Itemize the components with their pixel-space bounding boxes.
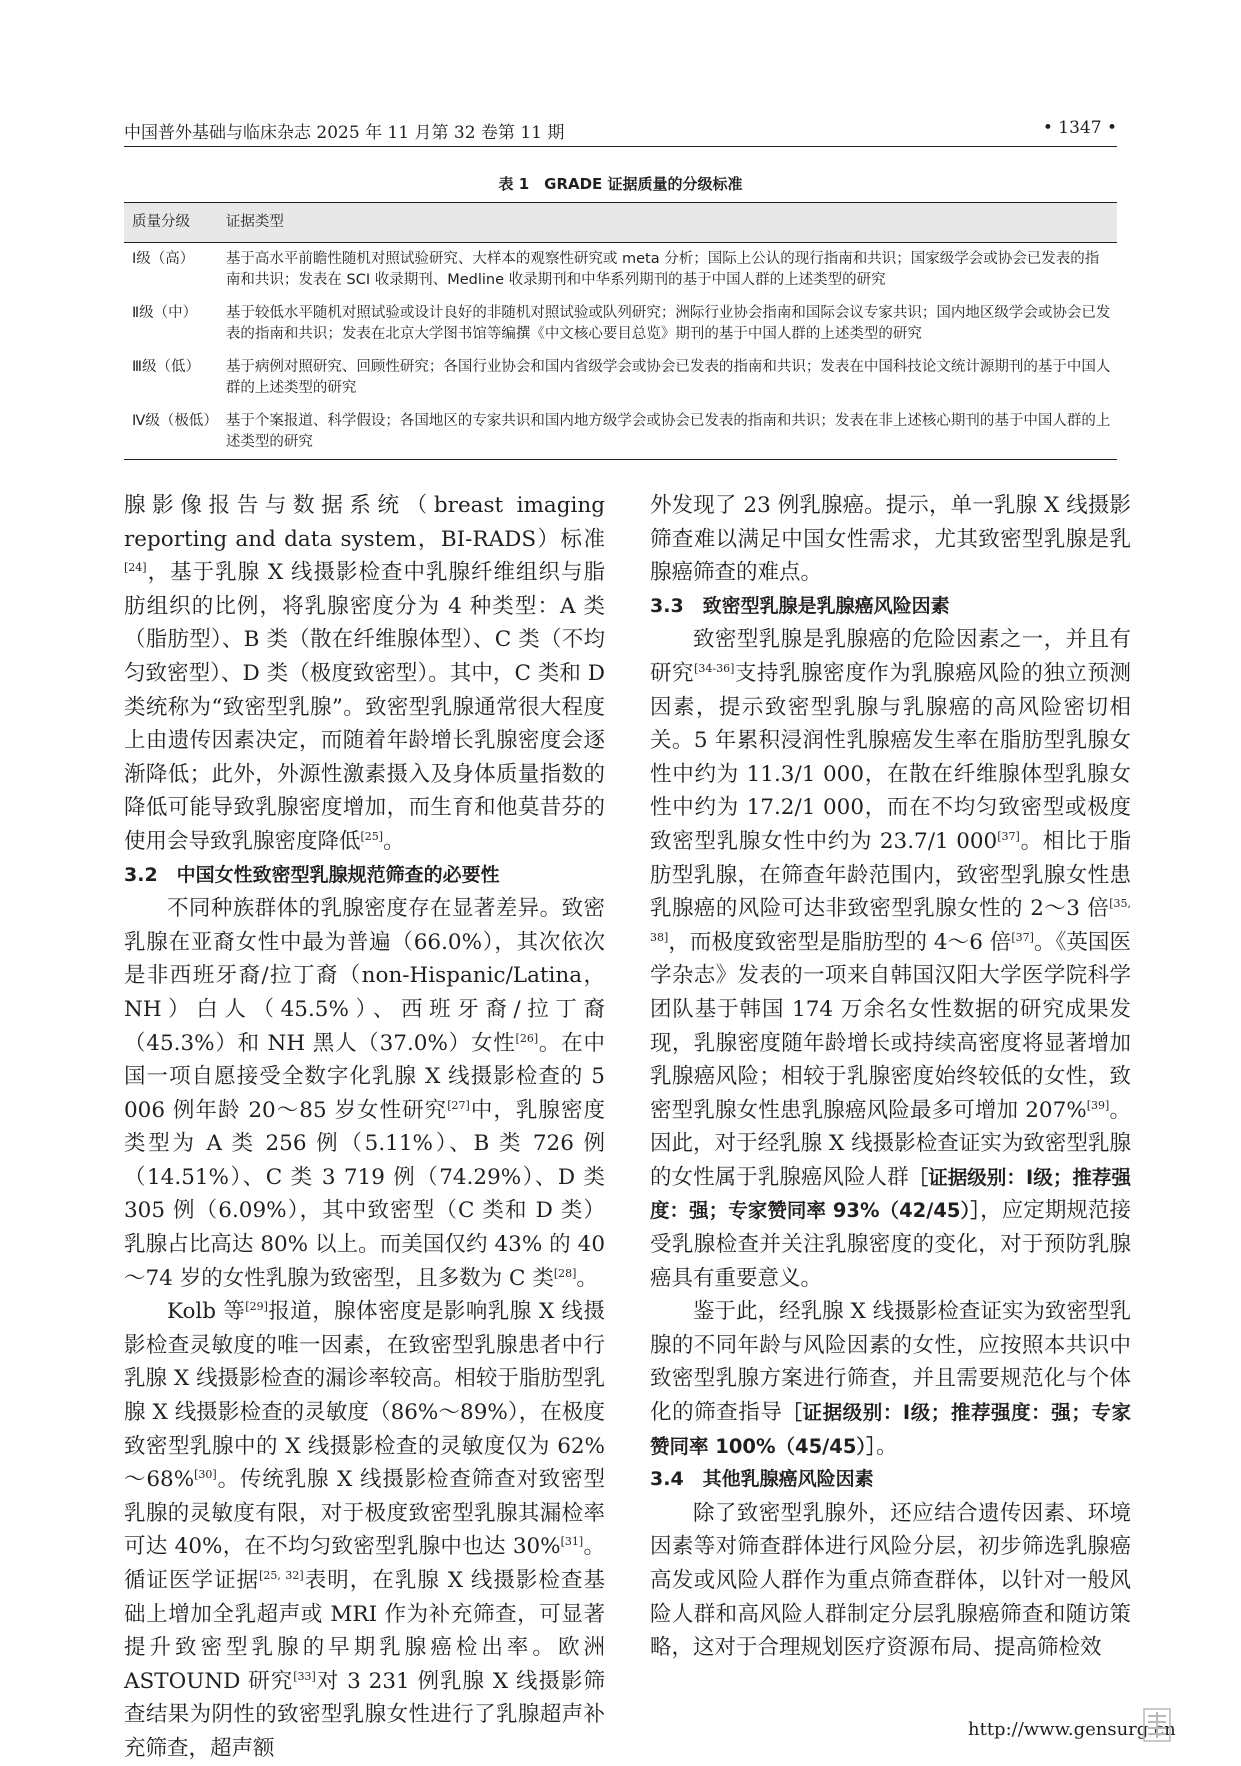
- citation[interactable]: [37]: [1011, 930, 1034, 944]
- table-row: [124, 351, 1117, 405]
- text-run: 。因此，对于经乳腺 X 线摄影检查证实为致密型乳腺的女性属于乳腺癌风险人群: [650, 1097, 1131, 1190]
- citation[interactable]: [33]: [293, 1669, 316, 1683]
- evidence-rating: ［证据级别：Ⅰ级；推荐强度：强；专家赞同率 93%（42/45）］: [650, 1165, 1131, 1223]
- text-run: ，基于乳腺 X 线摄影检查中乳腺纤维组织与脂肪组织的比例，将乳腺密度分为 4 种类型：A 类（脂肪型）、B 类（散在纤维腺体型）、C 类（不均匀致密型）、D 类（极度致密型）。其中，C 类和 D 类统称为“致密型乳腺”。致密型乳腺通常很大程度上由遗传因素决定，而随着年龄增长乳腺密度会逐渐降低；此外，外源性激素摄入及身体质量指数的降低可能导致乳腺密度增加，而生育和他莫昔芬的使用会导致乳腺密度降低: [124, 560, 605, 854]
- paragraph: [124, 1295, 605, 1765]
- citation[interactable]: [27]: [447, 1098, 470, 1112]
- text-run: 对 3 231 例乳腺 X 线摄影筛查结果为阴性的致密型乳腺女性进行了乳腺超声补充筛查，超声额: [124, 1668, 605, 1761]
- citation[interactable]: [39]: [1086, 1098, 1110, 1112]
- row-type: 基于高水平前瞻性随机对照试验研究、大样本的观察性研究或 meta 分析；国际上公认的现行指南和共识；国家级学会或协会已发表的指南和共识；发表在 SCI 收录期刊、Medline 收录期刊和中华系列期刊的基于中国人群的上述类型的研究: [225, 251, 1100, 288]
- row-level: Ⅲ级（低）: [132, 359, 200, 375]
- paragraph: 外发现了 23 例乳腺癌。提示，单一乳腺 X 线摄影筛查难以满足中国女性需求，尤其致密型乳腺是乳腺癌筛查的难点。: [650, 493, 1131, 586]
- text-run: 鉴于此，经乳腺 X 线摄影检查证实为致密型乳腺的不同年龄与风险因素的女性，应按照本共识中致密型乳腺方案进行筛查，并且需要规范化与个体化的筛查指导: [650, 1299, 1131, 1426]
- citation[interactable]: [25, 32]: [259, 1568, 304, 1582]
- citation[interactable]: [29]: [245, 1300, 268, 1314]
- paragraph: [650, 623, 1131, 1295]
- paragraph: [124, 489, 605, 859]
- text-run: 。: [875, 1433, 898, 1459]
- table-header-row: [124, 203, 1117, 243]
- table-row: [124, 405, 1117, 460]
- col-header-type: 证据类型: [218, 203, 1117, 243]
- journal-logo-icon: [1143, 1708, 1171, 1742]
- journal-title: 中国普外基础与临床杂志 2025 年 11 月第 32 卷第 11 期: [124, 123, 565, 143]
- footer-url[interactable]: http://www.gensurg.cn: [968, 1719, 1176, 1740]
- paragraph: 除了致密型乳腺外，还应结合遗传因素、环境因素等对筛查群体进行风险分层，初步筛选乳腺癌高发或风险人群作为重点筛查群体，以针对一般风险人群和高风险人群制定分层乳腺癌筛查和随访策略，这对于合理规划医疗资源布局、提高筛检效: [650, 1500, 1131, 1661]
- section-heading-3-3: 3.3 致密型乳腺是乳腺癌风险因素: [650, 594, 950, 617]
- citation[interactable]: [24]: [124, 561, 147, 575]
- text-run: 致密型乳腺是乳腺癌的危险因素之一，并且有研究: [650, 627, 1131, 686]
- text-run: 腺影像报告与数据系统（breast imaging reporting and data system，BI-RADS）标准: [124, 493, 605, 552]
- header-rule: [124, 146, 1117, 147]
- text-run: 。《英国医学杂志》发表的一项来自韩国汉阳大学医学院科学团队基于韩国 174 万余名女性数据的研究成果发现，乳腺密度随年龄增长或持续高密度将显著增加乳腺癌风险；相较于乳腺密度始终较低的女性，致密型乳腺女性患乳腺癌风险最多可增加 207%: [650, 929, 1131, 1123]
- paragraph: [650, 1295, 1131, 1463]
- running-header: [124, 118, 1117, 144]
- text-run: 。循证医学证据: [124, 1534, 605, 1593]
- citation[interactable]: [25]: [360, 829, 384, 843]
- text-run: 。相比于脂肪型乳腺，在筛查年龄范围内，致密型乳腺女性患乳腺癌的风险可达非致密型乳腺女性的 2～3 倍: [650, 828, 1131, 922]
- grade-table: [124, 202, 1117, 460]
- table-row: [124, 297, 1117, 351]
- text-run: 表明，在乳腺 X 线摄影检查基础上增加全乳超声或 MRI 作为补充筛查，可显著提升致密型乳腺的早期乳腺癌检出率。欧洲 ASTOUND 研究: [124, 1568, 605, 1694]
- row-level: Ⅳ级（极低）: [124, 405, 218, 460]
- text-run: 中，乳腺密度类型为 A 类 256 例（5.11%）、B 类 726 例（14.51%）、C 类 3 719 例（74.29%）、D 类 305 例（6.09%），其中致密型（C 类和 D 类）乳腺占比高达 80% 以上。而美国仅约 43% 的 40～74 岁的女性乳腺为致密型，且多数为 C 类: [124, 1097, 605, 1291]
- row-level: Ⅰ级（高）: [132, 251, 195, 267]
- section-heading-3-2: 3.2 中国女性致密型乳腺规范筛查的必要性: [124, 863, 500, 886]
- row-level: Ⅱ级（中）: [132, 305, 198, 321]
- left-column: [124, 489, 605, 1766]
- citation[interactable]: [30]: [194, 1468, 217, 1482]
- citation[interactable]: [31]: [560, 1535, 584, 1549]
- col-header-level: 质量分级: [124, 203, 218, 243]
- text-run: 支持乳腺密度作为乳腺癌风险的独立预测因素，提示致密型乳腺与乳腺癌的高风险密切相关。5 年累积浸润性乳腺癌发生率在脂肪型乳腺女性中约为 11.3/1 000，在散在纤维腺体型乳腺女性中约为 17.2/1 000，而在不均匀致密型或极度致密型乳腺女性中约为 23.7/1 000: [650, 660, 1131, 854]
- text-run: 报道，腺体密度是影响乳腺 X 线摄影检查灵敏度的唯一因素，在致密型乳腺患者中行乳腺 X 线摄影检查的漏诊率较高。相较于脂肪型乳腺 X 线摄影检查的灵敏度（86%～89%），在极度致密型乳腺中的 X 线摄影检查的灵敏度仅为 62%～68%: [124, 1299, 605, 1493]
- citation[interactable]: [34-36]: [694, 661, 735, 675]
- row-type: 基于较低水平随机对照试验或设计良好的非随机对照试验或队列研究；洲际行业协会指南和国际会议专家共识；国内地区级学会或协会已发表的指南和共识；发表在北京大学图书馆等编撰《中文核心要目总览》期刊的基于中国人群的上述类型的研究: [225, 305, 1111, 342]
- table-row: [124, 243, 1117, 298]
- text-run: 。传统乳腺 X 线摄影检查筛查对致密型乳腺的灵敏度有限，对于极度致密型乳腺其漏检率可达 40%，在不均匀致密型乳腺中也达 30%: [124, 1467, 605, 1560]
- right-column: [650, 489, 1131, 1665]
- text-run: 不同种族群体的乳腺密度存在显著差异。致密乳腺在亚裔女性中最为普遍（66.0%），其次依次是非西班牙裔/拉丁裔（non-Hispanic/Latina，NH）白人（45.5%）、西班牙裔/拉丁裔（45.3%）和 NH 黑人（37.0%）女性: [124, 896, 605, 1056]
- text-run: 。在中国一项自愿接受全数字化乳腺 X 线摄影检查的 5 006 例年龄 20～85 岁女性研究: [124, 1030, 605, 1123]
- page-number: • 1347 •: [1042, 118, 1117, 138]
- text-run: 。: [383, 828, 405, 854]
- row-type: 基于病例对照研究、回顾性研究；各国行业协会和国内省级学会或协会已发表的指南和共识；发表在中国科技论文统计源期刊的基于中国人群的上述类型的研究: [225, 359, 1111, 396]
- text-run: ，应定期规范接受乳腺检查并关注乳腺密度的变化，对于预防乳腺癌具有重要意义。: [650, 1198, 1131, 1291]
- table-caption: 表 1 GRADE 证据质量的分级标准: [498, 175, 743, 193]
- text-run: 。: [576, 1265, 598, 1291]
- citation[interactable]: [37]: [997, 829, 1020, 843]
- evidence-rating: ［证据级别：Ⅰ级；推荐强度：强；专家赞同率 100%（45/45）］: [650, 1401, 1131, 1458]
- row-type: 基于个案报道、科学假设；各国地区的专家共识和国内地方级学会或协会已发表的指南和共识；发表在非上述核心期刊的基于中国人群的上述类型的研究: [218, 405, 1117, 460]
- text-run: Kolb 等: [167, 1299, 246, 1325]
- citation[interactable]: [35, 38]: [650, 896, 1131, 944]
- citation[interactable]: [26]: [515, 1031, 539, 1045]
- text-run: ，而极度致密型是脂肪型的 4～6 倍: [668, 929, 1012, 955]
- section-heading-3-4: 3.4 其他乳腺癌风险因素: [650, 1468, 874, 1491]
- citation[interactable]: [28]: [553, 1266, 577, 1280]
- paragraph: [124, 892, 605, 1295]
